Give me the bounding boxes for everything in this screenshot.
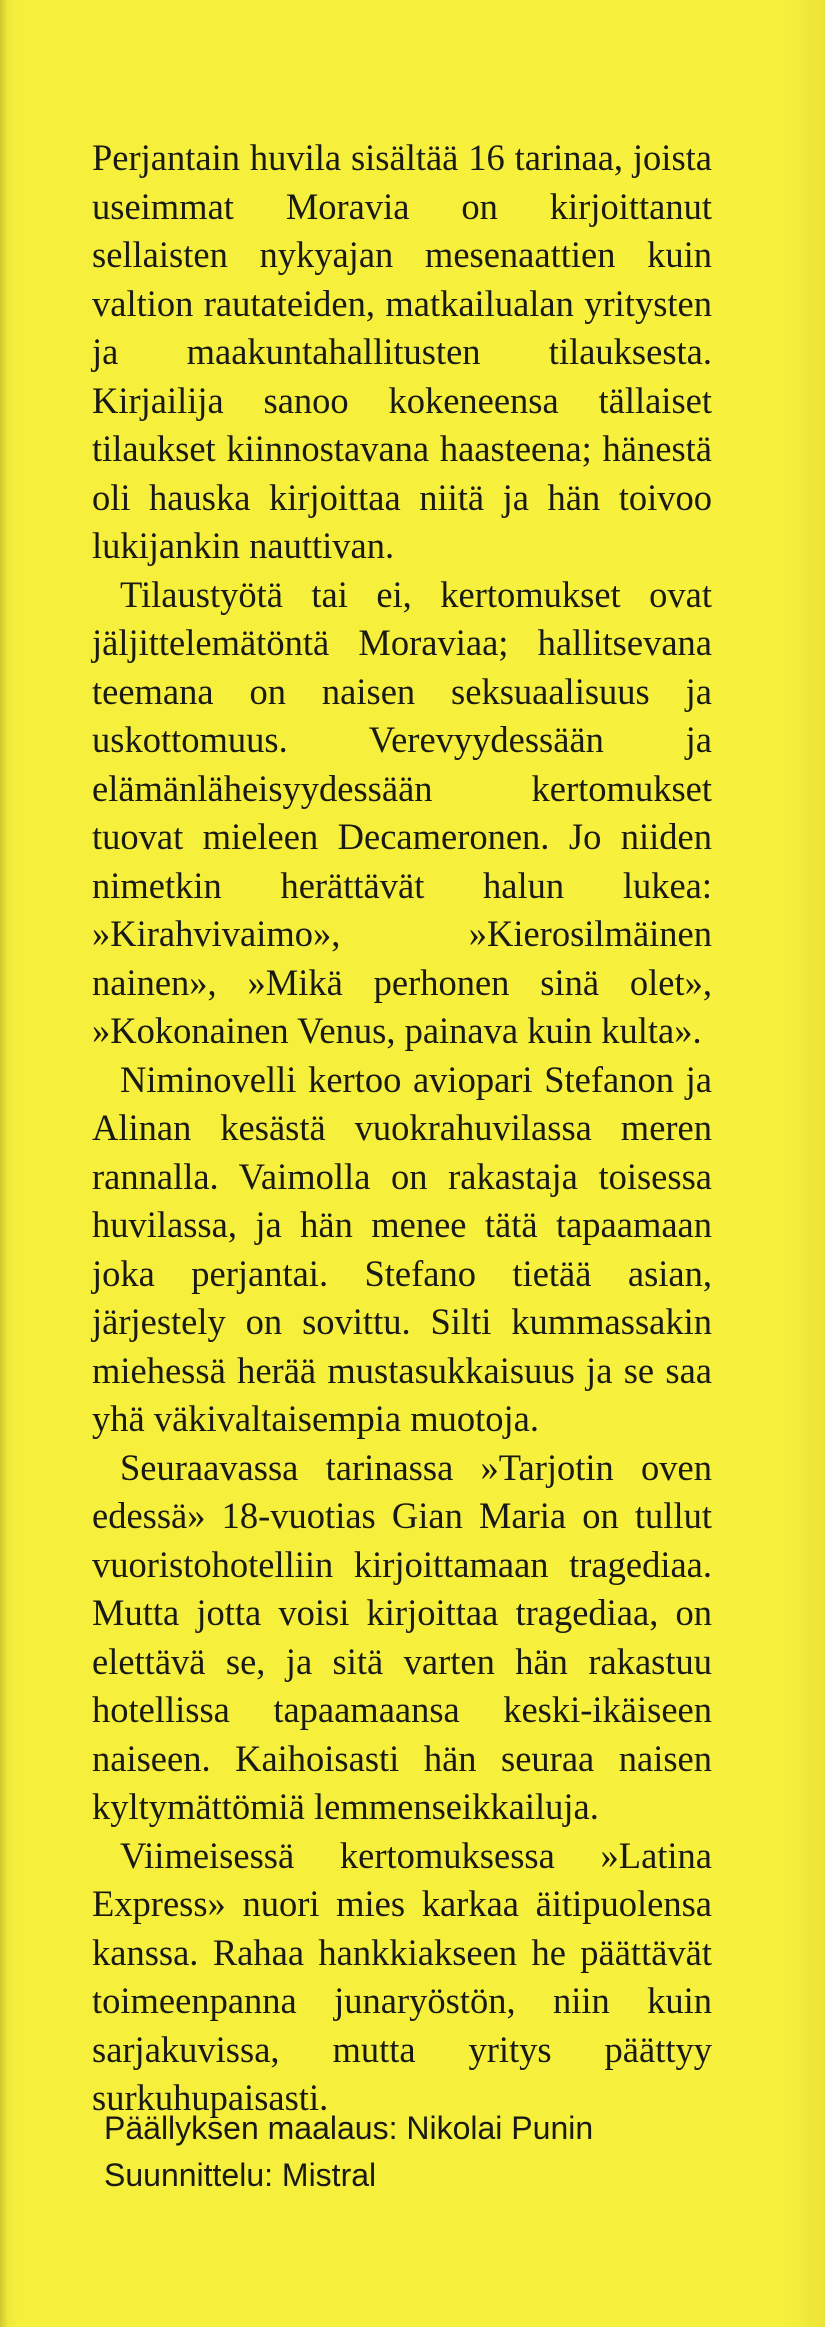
blurb-text bbox=[92, 134, 712, 2123]
blurb-paragraph-5: Viimeisessä kertomuksessa »Latina Express» nuori mies karkaa äitipuolensa kanssa. Rahaa hankkiakseen he päättävät toimeenpanna junaryöstön, niin kuin sarjakuvissa, mutta yritys päättyy surkuhupaisasti. bbox=[92, 1834, 712, 2118]
cover-painting-credit: Päällyksen maalaus: Nikolai Punin bbox=[104, 2110, 594, 2146]
blurb-paragraph-1: Perjantain huvila sisältää 16 tarinaa, joista useimmat Moravia on kirjoittanut sellaisten nykyajan mesenaattien kuin valtion rautateiden, matkailualan yritysten ja maakuntahallitusten tilauksesta. Kirjailija sanoo kokeneensa tällaiset tilaukset kiinnostavana haasteena; hänestä oli hauska kirjoittaa niitä ja hän toivoo lukijankin nauttivan. bbox=[92, 137, 712, 566]
blurb-paragraph-4: Seuraavassa tarinassa »Tarjotin oven edessä» 18-vuotias Gian Maria on tullut vuoristohotelliin kirjoittamaan tragediaa. Mutta jotta voisi kirjoittaa tragediaa, on elettävä se, ja sitä varten hän rakastuu hotellissa tapaamaansa keski-ikäiseen naiseen. Kaihoisasti hän seuraa naisen kyltymättömiä lemmenseikkailuja. bbox=[92, 1446, 712, 1827]
cover-credits bbox=[104, 2105, 744, 2199]
blurb-paragraph-2: Tilaustyötä tai ei, kertomukset ovat jäljittelemätöntä Moraviaa; hallitsevana teemana on naisen seksuaalisuus ja uskottomuus. Verevyydessään ja elämänläheisyydessään kertomukset tuovat mieleen Decameronen. Jo niiden nimetkin herättävät halun lukea: »Kirahvivaimo», »Kierosilmäinen nainen», »Mikä perhonen sinä olet», »Kokonainen Venus, painava kuin kulta». bbox=[92, 573, 712, 1051]
blurb-paragraph-3: Niminovelli kertoo aviopari Stefanon ja Alinan kesästä vuokrahuvilassa meren rannalla. Vaimolla on rakastaja toisessa huvilassa, ja hän menee tätä tapaamaan joka perjantai. Stefano tietää asian, järjestely on sovittu. Silti kummassakin miehessä herää mustasukkaisuus ja se saa yhä väkivaltaisempia muotoja. bbox=[92, 1058, 712, 1439]
spine-edge-shadow bbox=[0, 0, 8, 2327]
design-credit: Suunnittelu: Mistral bbox=[104, 2157, 377, 2193]
